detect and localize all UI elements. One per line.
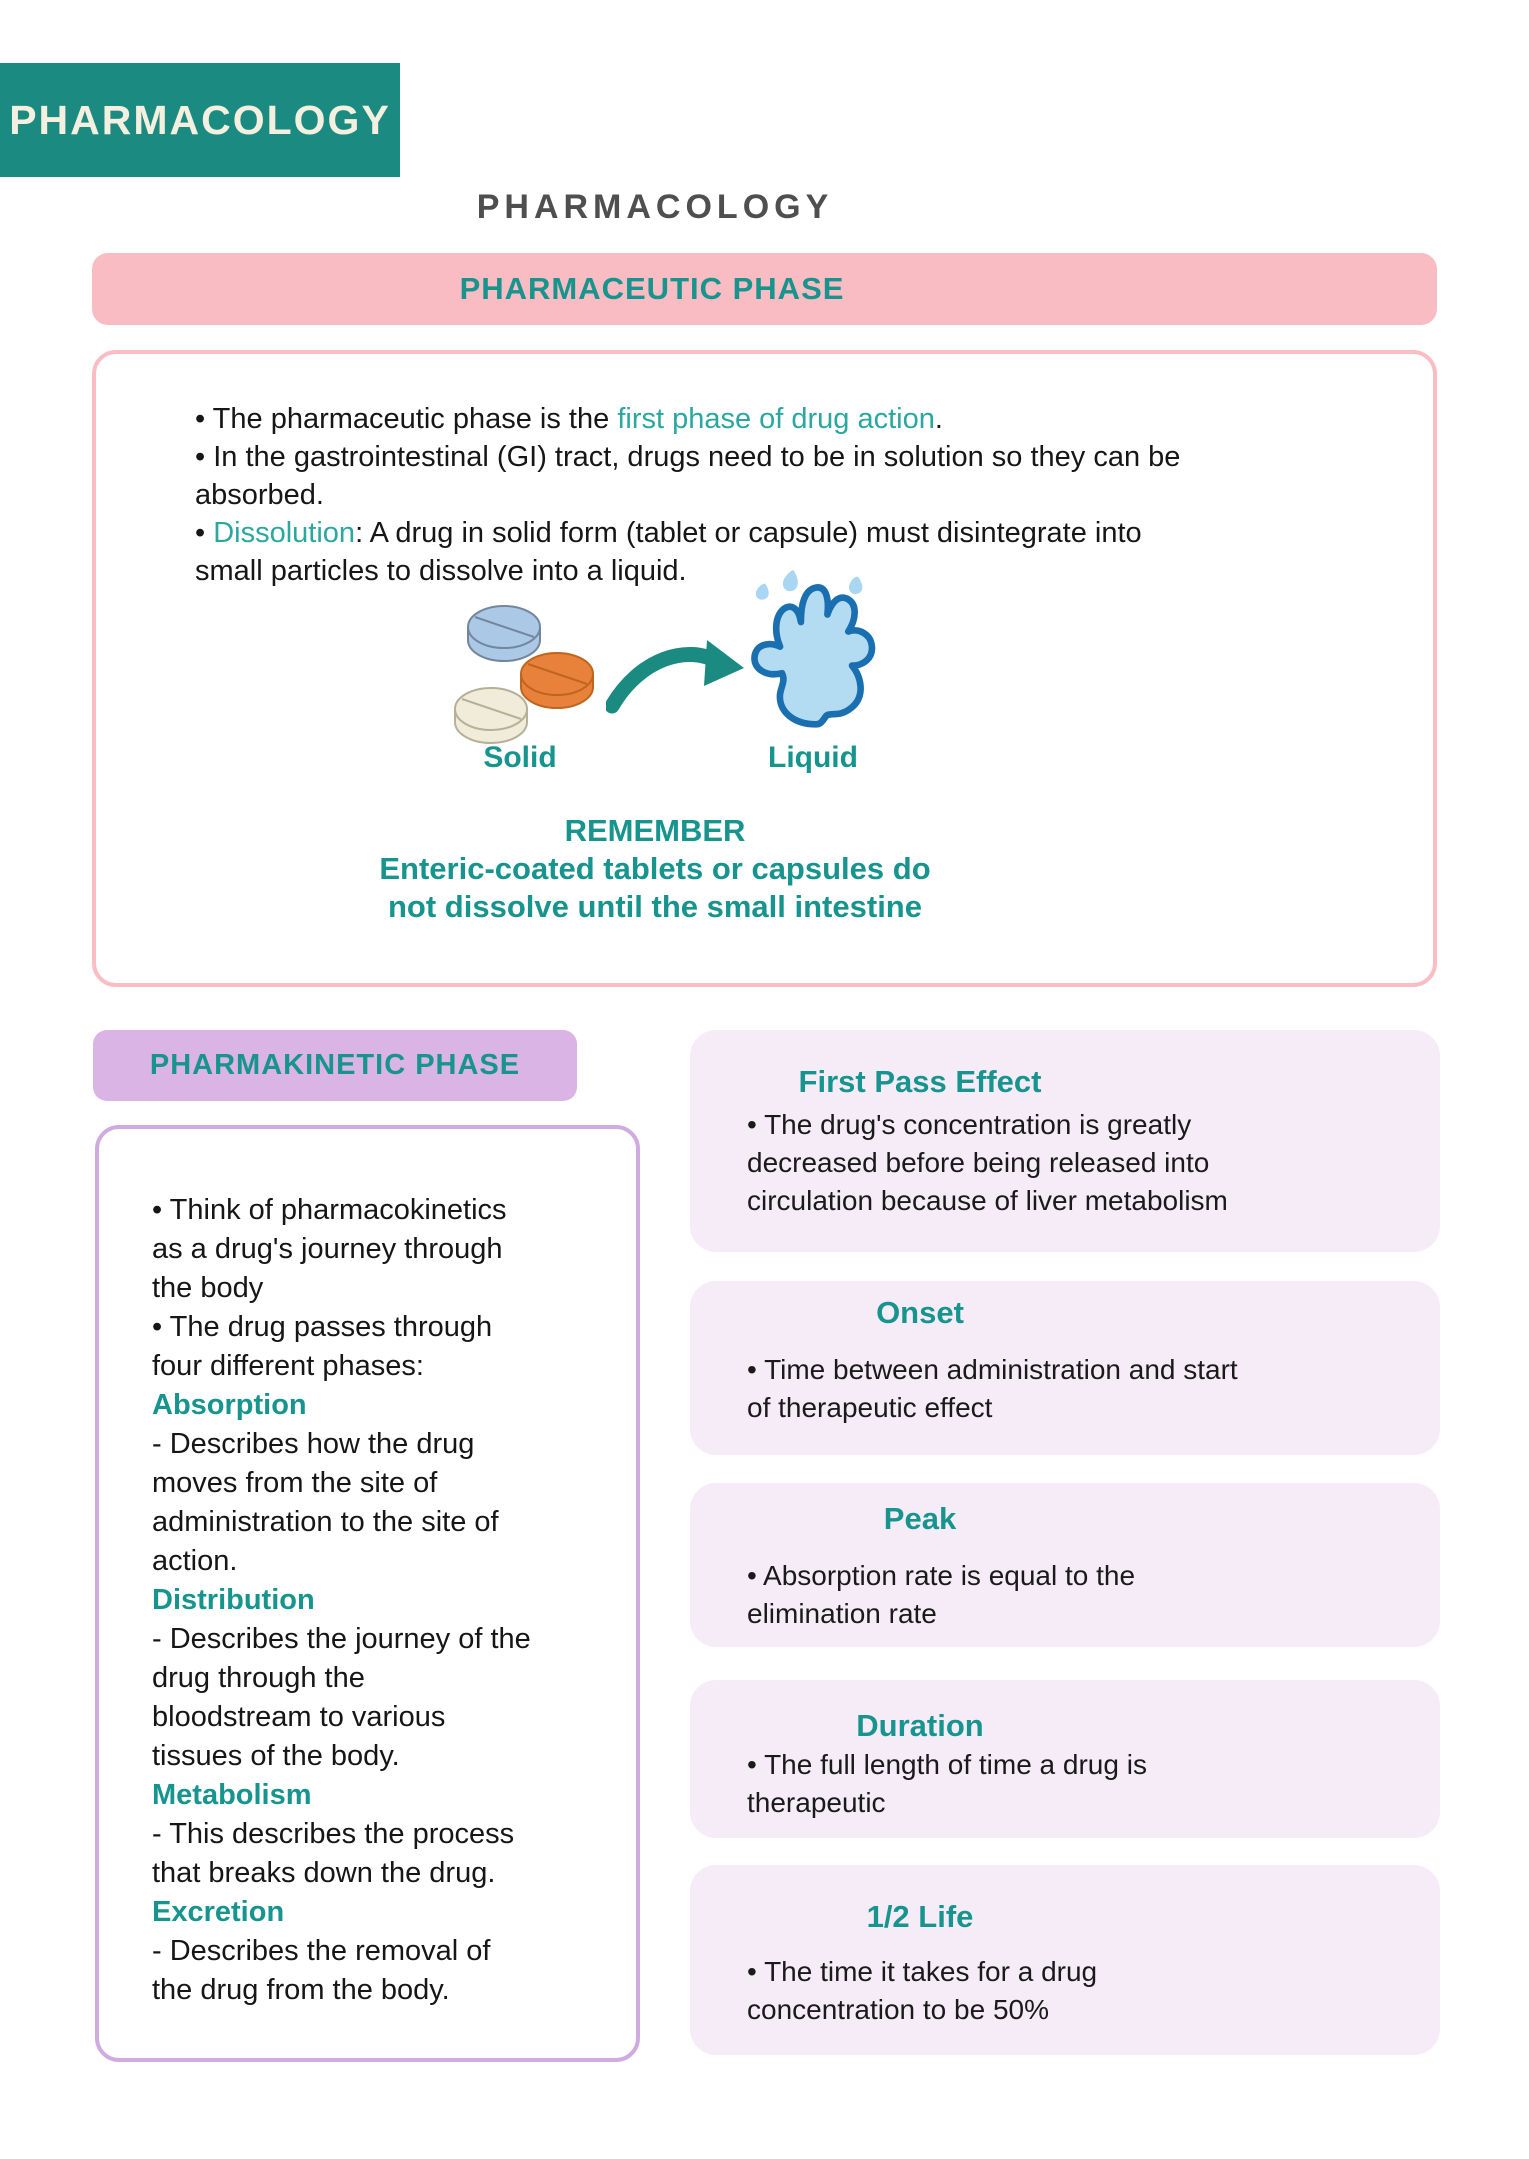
card-title: Duration (856, 1708, 984, 1743)
pk-line: administration to the site of (152, 1506, 499, 1538)
pk-line: - Describes the removal of (152, 1935, 491, 1967)
pk-head-metabolism: Metabolism (152, 1779, 312, 1811)
card-line: • Time between administration and start (747, 1354, 1238, 1385)
card-body (747, 1557, 1440, 1633)
pk-line: - Describes the journey of the (152, 1623, 531, 1655)
liquid-label: Liquid (768, 741, 858, 774)
pk-head-excretion: Excretion (152, 1896, 285, 1928)
droplet-right (849, 577, 862, 594)
card-line: • The time it takes for a drug (747, 1956, 1098, 1987)
bullet1-pre: • The pharmaceutic phase is the (195, 403, 618, 435)
pk-line: - This describes the process (152, 1818, 515, 1850)
pharmakinetic-phase-label: PHARMAKINETIC PHASE (149, 1049, 521, 1081)
pk-line: the body (152, 1272, 264, 1304)
pk-line: bloodstream to various (152, 1701, 446, 1733)
bullet-first-phase (195, 400, 1180, 438)
solid-label: Solid (483, 741, 557, 774)
card-title: Peak (883, 1501, 957, 1536)
banner-title: PHARMACOLOGY (9, 96, 391, 143)
pharmaceutic-phase-label: PHARMACEUTIC PHASE (459, 271, 845, 306)
card-title: First Pass Effect (798, 1064, 1042, 1099)
card-line: • The drug's concentration is greatly (747, 1109, 1192, 1140)
remember-line2: not dissolve until the small intestine (388, 889, 922, 924)
pharmakinetic-phase-banner (93, 1030, 577, 1101)
arrow-right-icon (606, 634, 746, 714)
pharmakinetic-text (152, 1191, 531, 2010)
card-onset (690, 1281, 1440, 1455)
page-title: PHARMACOLOGY (476, 188, 834, 226)
tablet-blue (468, 606, 540, 661)
card-duration (690, 1680, 1440, 1838)
remember-line1: Enteric-coated tablets or capsules do (379, 851, 931, 886)
card-body (747, 1351, 1440, 1427)
bullet3-pre: • (195, 517, 214, 549)
card-line: of therapeutic effect (747, 1392, 993, 1423)
pk-line: • The drug passes through (152, 1311, 493, 1343)
droplet-top (783, 570, 798, 591)
pharmaceutic-bullets (195, 400, 1180, 590)
splash-blob (754, 587, 871, 724)
card-body (747, 1746, 1440, 1822)
card-half-life (690, 1865, 1440, 2055)
pk-line: tissues of the body. (152, 1740, 400, 1772)
tablet-cream (455, 688, 527, 743)
card-body (747, 1106, 1440, 1220)
pk-line: • Think of pharmacokinetics (152, 1194, 507, 1226)
card-first-pass-effect (690, 1030, 1440, 1252)
card-line: decreased before being released into (747, 1147, 1210, 1178)
card-body (747, 1953, 1440, 2029)
teal-header-banner (0, 63, 400, 177)
pk-line: drug through the (152, 1662, 365, 1694)
liquid-splash-icon (746, 566, 888, 734)
pk-line: action. (152, 1545, 238, 1577)
pk-line: as a drug's journey through (152, 1233, 503, 1265)
droplet-left (756, 583, 769, 599)
pk-line: - Describes how the drug (152, 1428, 475, 1460)
card-peak (690, 1483, 1440, 1647)
pk-line: moves from the site of (152, 1467, 438, 1499)
bullet3-post: : A drug in solid form (tablet or capsule) must disintegrate into (355, 517, 1142, 549)
pk-line: that breaks down the drug. (152, 1857, 496, 1889)
card-line: therapeutic (747, 1787, 886, 1818)
pharmakinetic-phase-box (95, 1125, 640, 2062)
card-line: • The full length of time a drug is (747, 1749, 1147, 1780)
remember-note (0, 812, 1310, 926)
pk-head-distribution: Distribution (152, 1584, 315, 1616)
bullet1-post: . (934, 403, 943, 435)
tablet-orange (521, 653, 593, 708)
bullet-dissolution-line2: small particles to dissolve into a liquid. (195, 555, 687, 587)
card-title: Onset (876, 1295, 964, 1330)
card-line: concentration to be 50% (747, 1994, 1049, 2025)
card-line: circulation because of liver metabolism (747, 1185, 1228, 1216)
card-title: 1/2 Life (866, 1899, 974, 1934)
bullet1-accent: first phase of drug action (617, 403, 935, 435)
card-line: elimination rate (747, 1598, 937, 1629)
pk-head-absorption: Absorption (152, 1389, 307, 1421)
remember-title: REMEMBER (564, 813, 746, 848)
card-line: • Absorption rate is equal to the (747, 1560, 1136, 1591)
bullet-dissolution-line1 (195, 514, 1180, 552)
pk-line: the drug from the body. (152, 1974, 450, 2006)
pk-line: four different phases: (152, 1350, 424, 1382)
tablets-icon (444, 584, 599, 744)
bullet-gi-line2: absorbed. (195, 479, 324, 511)
pharmaceutic-phase-banner (92, 253, 1437, 325)
bullet3-accent: Dissolution (213, 517, 356, 549)
bullet-gi-line1: • In the gastrointestinal (GI) tract, drugs need to be in solution so they can be (195, 441, 1181, 473)
